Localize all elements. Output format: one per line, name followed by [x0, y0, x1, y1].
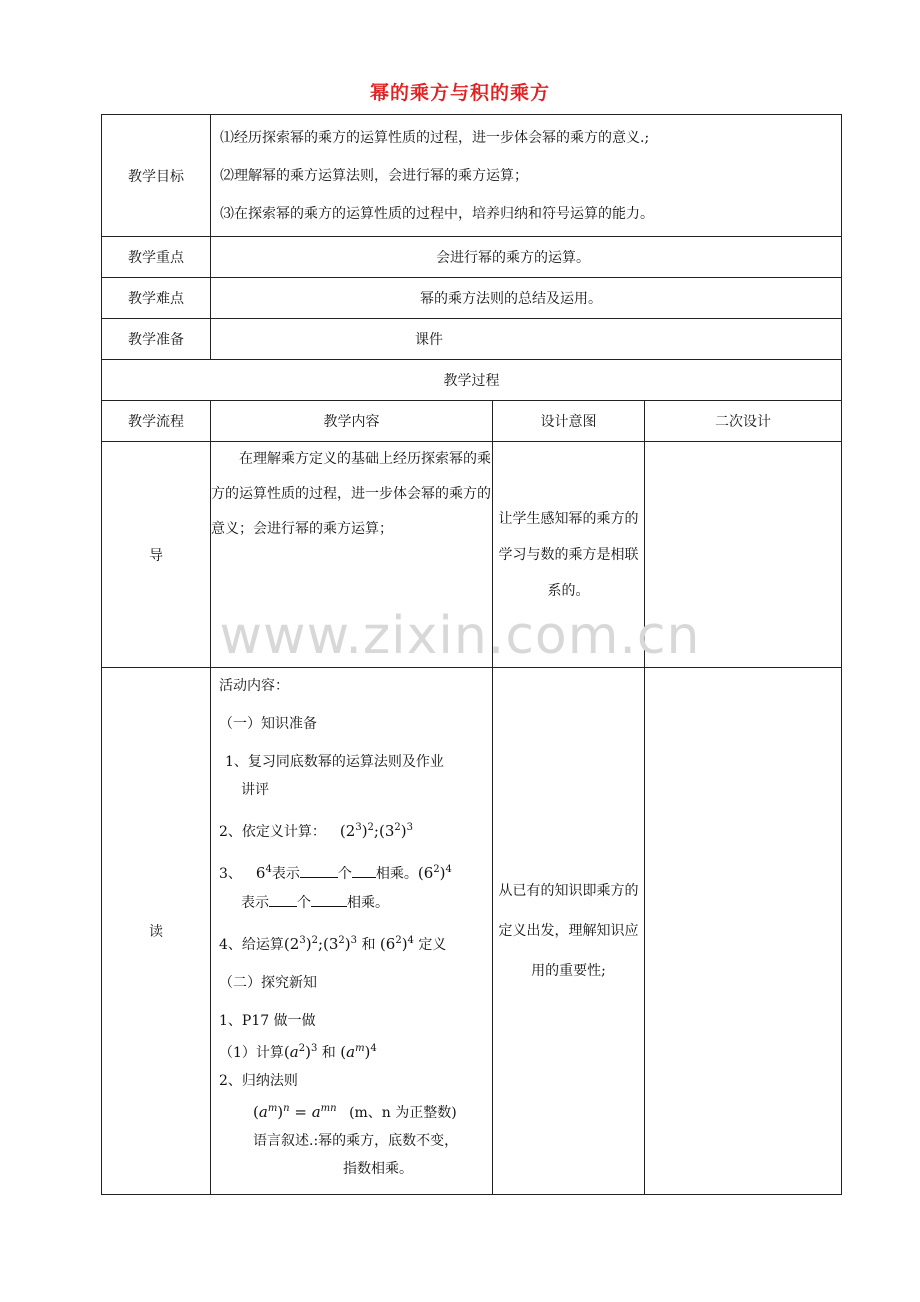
verbal-text: 幂的乘方，底数不变， [318, 1133, 459, 1149]
column-header: 教学流程 [102, 401, 211, 442]
key-points-value: 会进行幂的乘方的运算。 [211, 237, 842, 278]
item-review: 1、复习同底数幂的运算法则及作业 [225, 754, 444, 770]
section-knowledge-prep: （一）知识准备 [219, 716, 317, 732]
verbal-rule-line [219, 1131, 486, 1151]
goals-row [102, 115, 842, 237]
lesson-plan-table [101, 114, 842, 1195]
key-points-label: 教学重点 [102, 237, 211, 278]
item3-text: 个 [297, 895, 311, 911]
calc-text: （1）计算 [219, 1045, 284, 1061]
column-header-row [102, 401, 842, 442]
item4-text: 和 [361, 937, 376, 953]
item-compute [219, 818, 486, 842]
formula-six-two-four: $(6^2)^4$ [417, 864, 452, 882]
formula-define-a: $(2^3)^2;(3^2)^3$ [283, 935, 357, 953]
goal-item: ⑶在探索幂的乘方的运算性质的过程中，培养归纳和符号运算的能力。 [220, 205, 654, 222]
lead-content: 在理解乘方定义的基础上经历探索幂的乘方的运算性质的过程，进一步体会幂的乘方的意义；会进行幂的乘方运算； [211, 442, 493, 668]
activity-label: 活动内容： [219, 678, 289, 694]
verbal-label: 语言叙述.: [253, 1133, 319, 1149]
item4-text: 定义 [418, 937, 447, 953]
process-header-row [102, 360, 842, 401]
item3-text: 表示 [271, 866, 300, 882]
item-compute-text: 2、依定义计算： [219, 824, 326, 840]
verbal-rule-cont: 指数相乘。 [343, 1161, 413, 1177]
watermark: www.zixin.com.cn [219, 606, 701, 666]
process-header: 教学过程 [102, 360, 842, 401]
item-review-cont: 讲评 [241, 782, 269, 798]
goals-label: 教学目标 [102, 115, 211, 237]
item-represent [219, 860, 486, 884]
read-second-design [645, 668, 842, 1195]
column-header: 设计意图 [493, 401, 645, 442]
read-row [102, 668, 842, 1195]
key-points-row [102, 237, 842, 278]
item-p17: 1、P17 做一做 [219, 1013, 316, 1029]
difficulties-label: 教学难点 [102, 278, 211, 319]
read-label: 读 [102, 668, 211, 1195]
item3-text: 相乘。 [375, 866, 418, 882]
preparation-row [102, 319, 842, 360]
formula-a-m-fourth: $(a^m)^4$ [340, 1043, 377, 1061]
item3-text: 表示 [241, 895, 269, 911]
goal-item: ⑵理解幂的乘方运算法则，会进行幂的乘方运算； [220, 167, 528, 184]
column-header: 教学内容 [211, 401, 493, 442]
item-rule: 2、归纳法则 [219, 1073, 298, 1089]
page-title: 幂的乘方与积的乘方 [369, 82, 550, 104]
goals-content [211, 115, 842, 237]
formula-power-rule: $(a^m)^n = a^{mn}$ [253, 1103, 337, 1121]
read-content [211, 668, 493, 1195]
formula-a-squared-cubed: $(a^2)^3$ [283, 1043, 318, 1061]
read-intent: 从已有的知识即乘方的定义出发，理解知识应用的重要性; [493, 668, 645, 1195]
blank-field[interactable] [300, 863, 338, 878]
item-represent-cont [219, 892, 486, 913]
item3-num: 3、 [219, 866, 242, 882]
formula-compute: $(2^3)^2;(3^2)^3$ [330, 822, 413, 840]
rule-formula-line [219, 1099, 486, 1123]
blank-field[interactable] [269, 892, 297, 907]
item3-text: 个 [337, 866, 352, 882]
formula-six-four: $6^4$ [246, 864, 272, 882]
section-explore: （二）探究新知 [219, 975, 317, 991]
difficulties-row [102, 278, 842, 319]
preparation-label: 教学准备 [102, 319, 211, 360]
blank-field[interactable] [311, 892, 347, 907]
item3-text: 相乘。 [347, 895, 389, 911]
formula-define-b: $(6^2)^4$ [379, 935, 414, 953]
lead-label: 导 [102, 442, 211, 668]
calc-text: 和 [321, 1045, 336, 1061]
rule-note: (m、n 为正整数) [349, 1105, 457, 1121]
item4-text: 4、给运算 [219, 937, 284, 953]
item-calc [219, 1039, 486, 1063]
lead-second-design [645, 442, 842, 668]
difficulties-value: 幂的乘方法则的总结及运用。 [211, 278, 842, 319]
item-define [219, 931, 486, 955]
lead-row [102, 442, 842, 668]
blank-field[interactable] [352, 863, 376, 878]
goal-item: ⑴经历探索幂的乘方的运算性质的过程，进一步体会幂的乘方的意义.; [220, 129, 650, 146]
column-header: 二次设计 [645, 401, 842, 442]
preparation-value: 课件 [211, 319, 842, 360]
lead-intent: 让学生感知幂的乘方的学习与数的乘方是相联系的。 [493, 442, 645, 668]
